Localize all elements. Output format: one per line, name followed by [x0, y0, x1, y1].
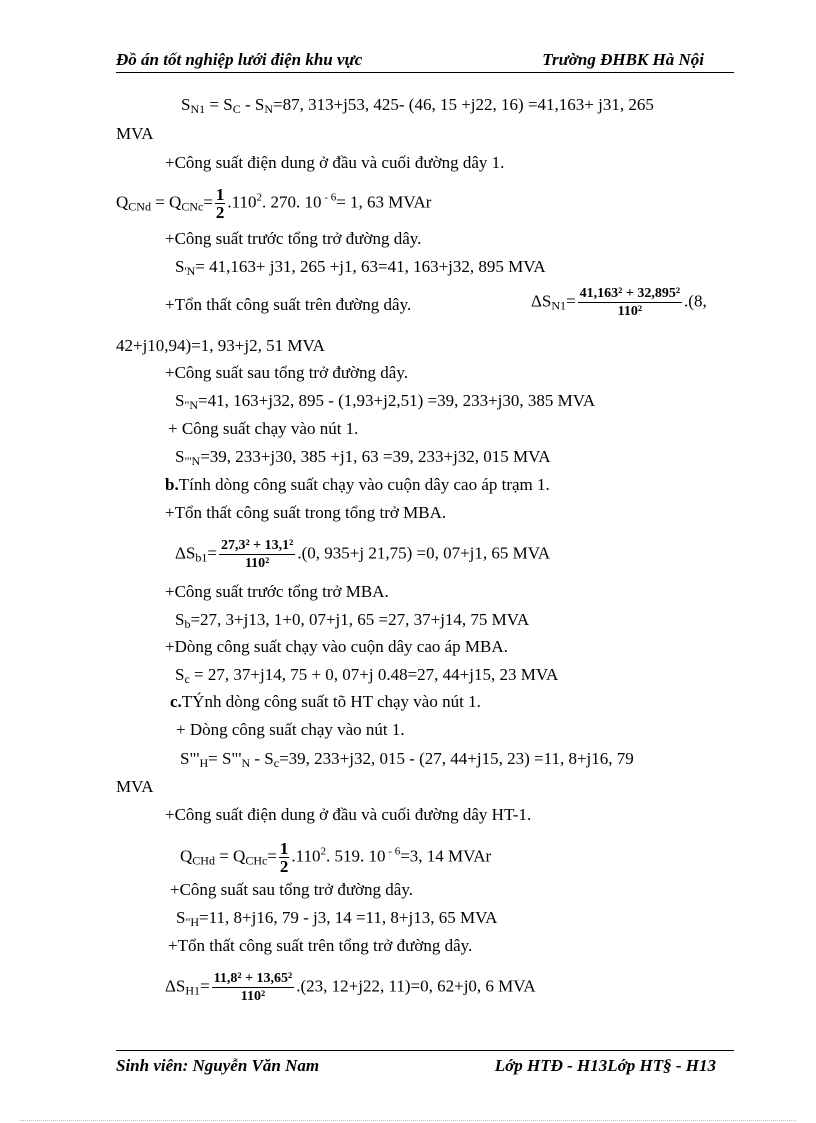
- line-sn1-unit: MVA: [116, 124, 154, 143]
- footer-class: Lớp HTĐ - H13Lớp HT§ - H13: [494, 1056, 716, 1075]
- line-transformer-loss-heading: +Tổn thất công suất trong tổng trở MBA.: [165, 503, 447, 522]
- page-footer: [116, 1050, 734, 1077]
- section-b-heading: b.Tính dòng công suất chạy vào cuộn dây cao áp trạm 1.: [165, 475, 550, 494]
- line-power-after-impedance-ht-heading: +Công suất sau tổng trở đường dây.: [170, 880, 413, 899]
- line-sn1-calc: $S_{N1} = S_C - S_N=87$, 313+j53, 425- (46, 15 +j22, 16) =41,163+ j31, 265: [181, 95, 654, 116]
- line-sc: $S_c = 27$, 37+j14, 75 + 0, 07+j 0.48=27, 44+j15, 23 MVA: [175, 665, 559, 686]
- section-c-heading: c.TÝnh dòng công suất tõ HT chạy vào nút 1.: [170, 692, 481, 711]
- line-power-before-impedance-heading: +Công suất trước tổng trở đường dây.: [165, 229, 422, 248]
- line-delta-sh1-formula: $\Delta S_{H1}=$ $\frac{\text{11,8² + 13,65²}}{\text{110²}}$ .(23, 12+j22, 11)=0, 62+j0, 6 MVA: [165, 971, 536, 1004]
- page-header: [116, 48, 734, 73]
- line-sh-unit: MVA: [116, 777, 154, 796]
- fraction-delta-sh1: $\frac{\text{11,8² + 13,65²}}{\text{110²}}$: [213, 971, 293, 1004]
- fraction-delta-sn1: $\frac{\text{41,163² + 32,895²}}{\text{110²}}$: [579, 286, 681, 319]
- line-capacitive-power-heading: +Công suất điện dung ở đầu và cuối đường dây 1.: [165, 153, 505, 172]
- footer-student-name: Sinh viên: Nguyễn Văn Nam: [116, 1056, 320, 1075]
- header-document-title: Đồ án tốt nghiệp lưới điện khu vực: [116, 50, 363, 69]
- line-sn-double-prime: $S_{"N}=41$, 163+j32, 895 - (1,93+j2,51) =39, 233+j30, 385 MVA: [175, 391, 596, 412]
- fraction-delta-sb1: $\frac{\text{27,3² + 13,1²}}{\text{110²}}$: [220, 538, 294, 571]
- line-flow-into-node-heading: + Dòng công suất chạy vào nút 1.: [176, 720, 405, 739]
- line-delta-sn1-formula: $\Delta S_{N1}=$ $\frac{\text{41,163² + 32,895²}}{\text{110²}}$ .(8,: [531, 286, 707, 319]
- line-power-loss-heading: +Tổn thất công suất trên đường dây.: [165, 295, 412, 314]
- header-university: Trường ĐHBK Hà Nội: [542, 50, 704, 69]
- line-sh-double-prime: $S_{"H}=11$, 8+j16, 79 - j3, 14 =11, 8+j13, 65 MVA: [176, 908, 498, 929]
- line-sb: $S_b=27$, 3+j13, 1+0, 07+j1, 65 =27, 37+j14, 75 MVA: [175, 610, 530, 631]
- line-qcn-formula: $Q_{CNd} = Q_{CNc}=$ $\frac{1}{2}$ .110$^2$. 270. 10 $^{- 6}$= 1, 63 MVAr: [116, 185, 432, 222]
- line-delta-sn1-result: 42+j10,94)=1, 93+j2, 51 MVA: [116, 336, 325, 355]
- line-capacitive-power-ht1-heading: +Công suất điện dung ở đầu và cuối đường dây HT-1.: [165, 805, 532, 824]
- fraction-half: $\frac{1}{2}$: [279, 839, 289, 876]
- line-qch-formula: $Q_{CHd} = Q_{CHc}=$ $\frac{1}{2}$ .110$^2$. 519. 10 $^{- 6}$=3, 14 MVAr: [180, 839, 492, 876]
- line-sn-prime: $S_{'N}= 41,163+ j31$, 265 +j1, 63=41, 163+j32, 895 MVA: [175, 257, 546, 278]
- line-power-after-impedance-heading: +Công suất sau tổng trở đường dây.: [165, 363, 408, 382]
- fraction-half: $\frac{1}{2}$: [215, 185, 225, 222]
- line-sn-triple-prime: $S_{"'N}=39$, 233+j30, 385 +j1, 63 =39, 233+j32, 015 MVA: [175, 447, 551, 468]
- line-power-into-node-heading: + Công suất chạy vào nút 1.: [168, 419, 359, 438]
- line-sh-triple-prime: $S"'_H=$ $S"'_N - S_c=39$, 233+j32, 015 - (27, 44+j15, 23) =11, 8+j16, 79: [180, 749, 634, 770]
- line-delta-sb1-formula: $\Delta S_{b1}=$ $\frac{\text{27,3² + 13,1²}}{\text{110²}}$ .(0, 935+j 21,75) =0, 07+j1, 65 MVA: [175, 538, 551, 571]
- line-power-loss-ht-heading: +Tổn thất công suất trên tổng trở đường dây.: [168, 936, 473, 955]
- line-power-before-transformer-heading: +Công suất trước tổng trở MBA.: [165, 582, 389, 601]
- line-hv-winding-power-heading: +Dòng công suất chạy vào cuộn dây cao áp MBA.: [165, 637, 508, 656]
- page-bottom-divider: [20, 1120, 796, 1121]
